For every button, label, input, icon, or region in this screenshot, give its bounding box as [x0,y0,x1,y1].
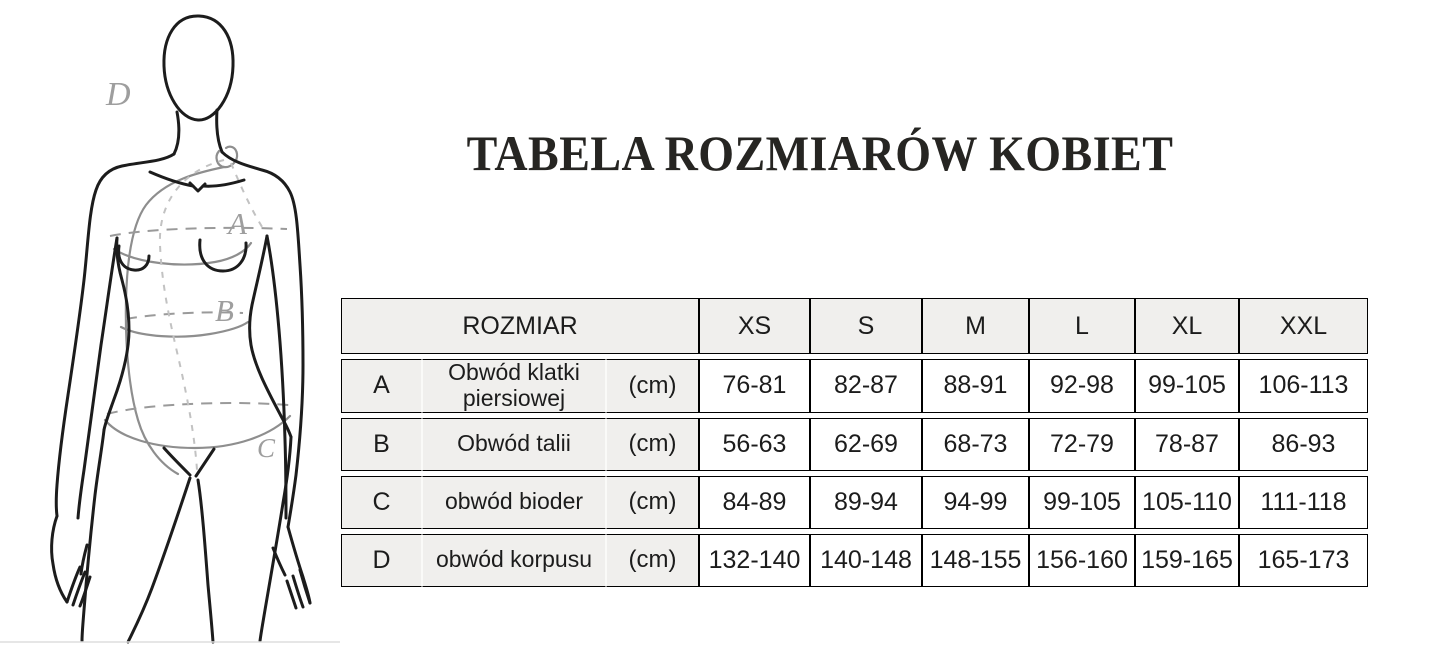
value-b-xxl: 86-93 [1239,418,1368,471]
crotch-right-stroke [196,449,214,476]
value-d-xs: 132-140 [699,534,810,587]
value-a-m: 88-91 [922,359,1029,413]
neck-left [174,112,179,154]
bust-under-arc [114,243,251,264]
table-row-c [341,476,1368,529]
value-d-s: 140-148 [810,534,922,587]
bust-line-a [110,228,287,236]
value-b-xl: 78-87 [1135,418,1239,471]
value-c-m: 94-99 [922,476,1029,529]
figure-label-d: D [106,76,131,113]
row-b-name: Obwód talii [422,418,606,471]
figure-label-c: C [257,433,276,463]
clavicle-notch [190,183,205,191]
row-b-unit: (cm) [606,418,699,471]
table-row-b [341,418,1368,471]
row-d-letter: D [341,534,422,587]
size-table [341,293,1368,592]
croquis-figure-svg [0,0,345,654]
col-header-xs: XS [699,298,810,354]
figure-illustration [0,0,345,654]
row-a-unit: (cm) [606,359,699,413]
value-a-s: 82-87 [810,359,922,413]
value-b-s: 62-69 [810,418,922,471]
row-a-letter: A [341,359,422,413]
col-header-rozmiar: ROZMIAR [341,298,699,354]
clavicle-right [203,180,244,186]
table-row-a [341,359,1368,413]
neck-right [217,110,222,152]
col-header-m: M [922,298,1029,354]
row-b-letter: B [341,418,422,471]
value-a-xs: 76-81 [699,359,810,413]
right-arm-inner [267,236,286,518]
col-header-s: S [810,298,922,354]
crotch-left-stroke [164,448,190,475]
table-header-row [341,298,1368,354]
value-c-xs: 84-89 [699,476,810,529]
col-header-xl: XL [1135,298,1239,354]
page-title: TABELA ROZMIARÓW KOBIET [466,125,1174,181]
row-c-unit: (cm) [606,476,699,529]
breast-right [200,240,246,271]
value-c-l: 99-105 [1029,476,1135,529]
figure-label-a: A [228,206,247,241]
col-header-xxl: XXL [1239,298,1368,354]
left-leg-inner [128,478,190,642]
col-header-l: L [1029,298,1135,354]
value-c-xl: 105-110 [1135,476,1239,529]
head-outline [164,16,233,120]
right-finger-1 [300,570,310,603]
row-c-letter: C [341,476,422,529]
value-d-xl: 159-165 [1135,534,1239,587]
value-d-l: 156-160 [1029,534,1135,587]
measurement-guides-solid [105,147,290,474]
value-a-xl: 99-105 [1135,359,1239,413]
value-b-xs: 56-63 [699,418,810,471]
body-outline [52,16,310,642]
value-a-xxl: 106-113 [1239,359,1368,413]
row-a-name: Obwód klatki piersiowej [422,359,606,413]
value-b-m: 68-73 [922,418,1029,471]
left-finger-1 [67,567,80,602]
value-a-l: 92-98 [1029,359,1135,413]
row-c-name: obwód bioder [422,476,606,529]
value-d-m: 148-155 [922,534,1029,587]
value-b-l: 72-79 [1029,418,1135,471]
value-c-s: 89-94 [810,476,922,529]
value-d-xxl: 165-173 [1239,534,1368,587]
figure-label-b: B [215,293,234,328]
torso-tape-line-d [126,167,224,474]
value-c-xxl: 111-118 [1239,476,1368,529]
construction-lines [160,160,264,470]
row-d-unit: (cm) [606,534,699,587]
right-leg-inner [198,480,213,642]
left-hand [52,516,67,602]
row-d-name: obwód korpusu [422,534,606,587]
table-row-d [341,534,1368,587]
